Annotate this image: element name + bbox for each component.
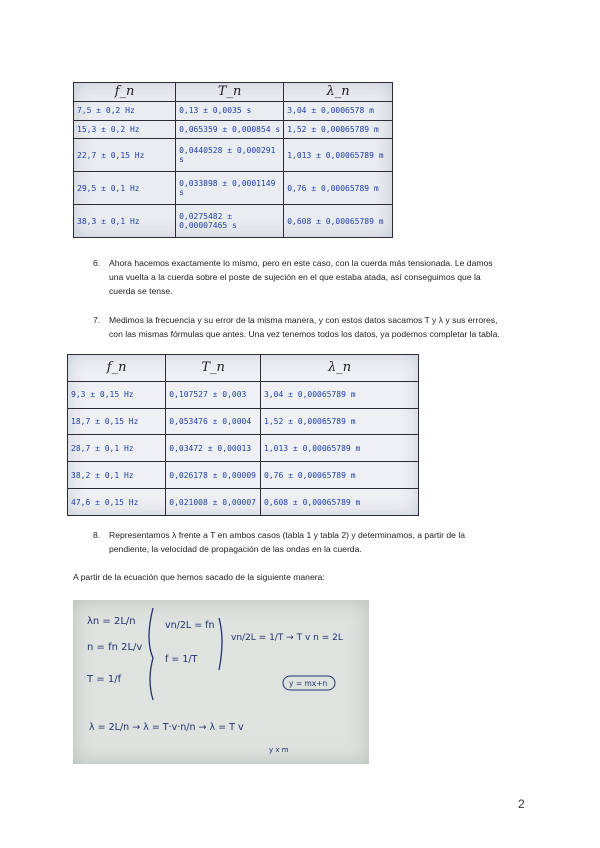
cell-text: 0,0275482 ± 0,00007465 s (179, 212, 237, 231)
paragraph-text (109, 528, 465, 556)
table-cell (176, 205, 284, 238)
note-eq7: y = mx+n (289, 679, 328, 688)
table-row (74, 120, 393, 139)
intro-text: A partir de la ecuación que hemos sacado de la siguiente manera: (73, 572, 325, 582)
brace-left (149, 608, 153, 700)
cell-text: 0,0440528 ± 0,000291 s (179, 146, 276, 165)
page-number: 2 (518, 797, 525, 811)
list-number: 6. (93, 258, 101, 268)
table-cell: 3,04 ± 0,0006578 m (284, 101, 393, 120)
table-cell: 0,608 ± 0,00065789 m (284, 205, 393, 238)
table-cell: 1,013 ± 0,00065789 m (261, 435, 419, 462)
table-cell (166, 381, 261, 408)
table-cell (166, 408, 261, 435)
table-cell: 38,3 ± 0,1 Hz (74, 205, 176, 238)
table-row (68, 462, 419, 489)
note-eq9: y x m (269, 746, 289, 754)
note-eq2: n = fn 2L/v (87, 642, 143, 653)
table-cell: 15,3 ± 0,2 Hz (74, 120, 176, 139)
table-row (74, 101, 393, 120)
table-cell (166, 489, 261, 516)
table-cell: 38,2 ± 0,1 Hz (68, 462, 166, 489)
cell-text: 0,053476 ± 0,0004 (169, 417, 252, 427)
text-line: con las mismas fórmulas que antes. Una vez tenemos todos los datos, ya podemos completar la tabla. (109, 329, 500, 339)
table-row (68, 408, 419, 435)
table-cell: 1,52 ± 0,00065789 m (284, 120, 393, 139)
table-row (68, 435, 419, 462)
table-row (68, 489, 419, 516)
table-cell: 0,76 ± 0,00065789 m (261, 462, 419, 489)
notes-drawing (73, 600, 369, 764)
table-row (74, 205, 393, 238)
table1-header-lambda: λ_n (284, 83, 393, 102)
text-line: pendiente, la velocidad de propagación de las ondas en la cuerda. (109, 544, 362, 554)
table-cell: 7,5 ± 0,2 Hz (74, 101, 176, 120)
cell-text: 0,021008 ± 0,00007 (169, 497, 256, 507)
table-cell (176, 139, 284, 172)
table1-header-row (74, 83, 393, 102)
note-eq4: vn/2L = fn (165, 620, 215, 631)
note-eq6: vn/2L = 1/T → T v n = 2L (231, 633, 343, 643)
table-cell: 3,04 ± 0,00065789 m (261, 381, 419, 408)
table-cell: 9,3 ± 0,15 Hz (68, 381, 166, 408)
table1-header-tn: T_n (176, 83, 284, 102)
table-cell: 1,013 ± 0,00065789 m (284, 139, 393, 172)
paragraph-7 (93, 313, 533, 343)
table-cell (166, 462, 261, 489)
table-cell: 47,6 ± 0,15 Hz (68, 489, 166, 516)
table-cell: 22,7 ± 0,15 Hz (74, 139, 176, 172)
paragraph-6 (93, 256, 533, 300)
table-cell: 0,608 ± 0,00065789 m (261, 489, 419, 516)
table1 (73, 82, 393, 238)
table-row (74, 139, 393, 172)
table-cell: 1,52 ± 0,00065789 m (261, 408, 419, 435)
table1-header-fn: f_n (74, 83, 176, 102)
note-eq3: T = 1/f (87, 674, 122, 685)
table-cell (166, 435, 261, 462)
text-line: Representamos λ frente a T en ambos casos (tabla 1 y tabla 2) y determinamos, a partir de la (109, 530, 466, 540)
paragraph-text (109, 256, 493, 298)
table-cell: 28,7 ± 0,1 Hz (68, 435, 166, 462)
table1-photo (73, 82, 393, 238)
handwritten-notes-photo (73, 600, 369, 764)
cell-text: 0,03472 ± 0,00013 (169, 443, 252, 453)
note-eq5: f = 1/T (165, 654, 198, 665)
table2-header-row (68, 355, 419, 382)
table-cell: 0,13 ± 0,0035 s (176, 101, 284, 120)
table2-header-lambda: λ_n (261, 355, 419, 382)
text-line: una vuelta a la cuerda sobre el poste de sujeción en el que estaba atada, así conseguimos que la (109, 272, 481, 282)
brace-right (219, 618, 222, 670)
table-row (68, 381, 419, 408)
paragraph-text (109, 313, 500, 341)
table2 (67, 354, 419, 516)
note-eq8: λ = 2L/n → λ = T·v·n/n → λ = T v (89, 722, 244, 733)
cell-text: 0,107527 ± 0,003 (169, 390, 247, 400)
text-line: cuerda se tense. (109, 286, 173, 296)
table2-photo (67, 354, 419, 516)
table-cell (176, 172, 284, 205)
table-cell: 0,76 ± 0,00065789 m (284, 172, 393, 205)
table-row (74, 172, 393, 205)
text-line: Medimos la frecuencia y su error de la misma manera, y con estos datos sacamos T y λ y sus errores, (109, 315, 498, 325)
list-number: 8. (93, 530, 101, 540)
cell-text: 0,026178 ± 0,00009 (169, 470, 256, 480)
text-line: Ahora hacemos exactamente lo mismo, pero en este caso, con la cuerda más tensionada. Le damos (109, 258, 493, 268)
table2-header-fn: f_n (68, 355, 166, 382)
note-eq1: λn = 2L/n (87, 616, 136, 627)
table-cell: 18,7 ± 0,15 Hz (68, 408, 166, 435)
paragraph-8 (93, 528, 533, 558)
table-cell: 29,5 ± 0,1 Hz (74, 172, 176, 205)
table-cell: 0,065359 ± 0,000854 s (176, 120, 284, 139)
list-number: 7. (93, 315, 101, 325)
cell-text: 0,033898 ± 0,0001149 s (179, 179, 276, 198)
table2-header-tn: T_n (166, 355, 261, 382)
